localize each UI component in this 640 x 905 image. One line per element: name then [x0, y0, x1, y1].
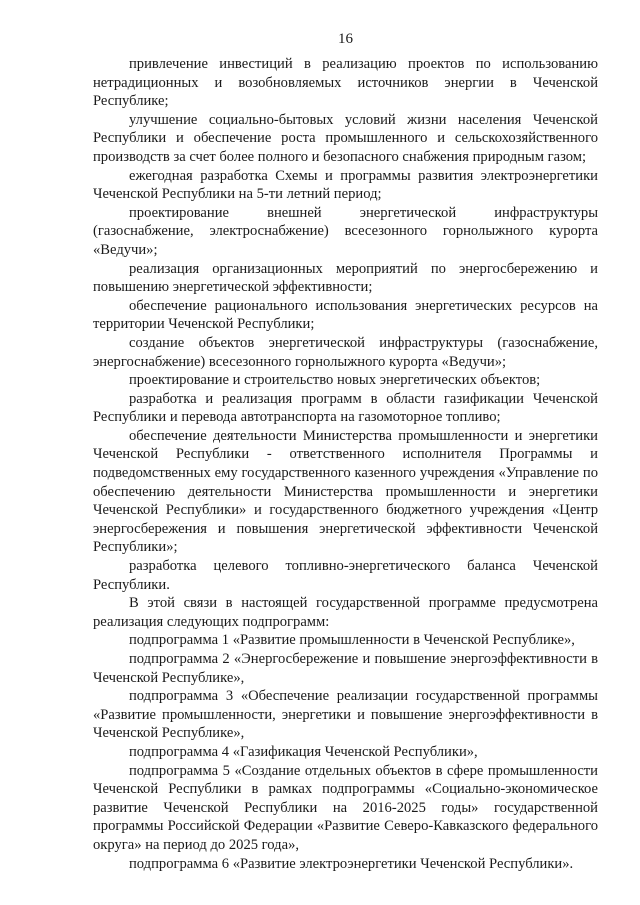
paragraph: подпрограмма 3 «Обеспечение реализации государственной программы «Развитие промышленности, энергетики и повышение энергоэффективности в Чеченской Республике», [93, 688, 598, 742]
paragraph: подпрограмма 4 «Газификация Чеченской Республики», [129, 743, 478, 760]
paragraph: разработка целевого топливно-энергетического баланса Чеченской Республики. [93, 558, 598, 593]
paragraph: привлечение инвестиций в реализацию проектов по использованию нетрадиционных и возобновляемых источников энергии в Чеченской Республике; [93, 56, 598, 110]
paragraph: подпрограмма 1 «Развитие промышленности в Чеченской Республике», [129, 632, 575, 649]
document-page [93, 30, 598, 873]
paragraph: реализация организационных мероприятий по энергосбережению и повышению энергетической эффективности; [93, 260, 598, 296]
paragraph: обеспечение деятельности Министерства промышленности и энергетики Чеченской Республики - ответственного исполнителя Программы и подведомственных ему государственного казенного учреждения «Управление по обеспечению деятельности Министерства промышленности и энергетики Чеченской Республики» и государственного бюджетного учреждения «Центр энергосбережения и повышения энергетической эффективности Чеченской Республики»; [93, 427, 598, 556]
paragraph: обеспечение рационального использования энергетических ресурсов на территории Чеченской Республики; [93, 297, 598, 333]
paragraph: подпрограмма 2 «Энергосбережение и повышение энергоэффективности в Чеченской Республике», [93, 651, 598, 686]
paragraph: ежегодная разработка Схемы и программы развития электроэнергетики Чеченской Республики на 5-ти летний период; [93, 167, 598, 203]
paragraph: подпрограмма 5 «Создание отдельных объектов в сфере промышленности Чеченской Республики в рамках подпрограммы «Социально-экономическое развитие Чеченской Республики на 2016-2025 годы» государственной программы Российской Федерации «Развитие Северо-Кавказского федерального округа» на период до 2025 года», [93, 762, 598, 853]
document-body [93, 55, 598, 873]
paragraph: улучшение социально-бытовых условий жизни населения Чеченской Республики и обеспечение роста промышленного и сельскохозяйственного производств за счет более полного и безопасного снабжения природным газом; [93, 111, 598, 165]
paragraph: проектирование и строительство новых энергетических объектов; [129, 372, 541, 389]
paragraph: проектирование внешней энергетической инфраструктуры (газоснабжение, электроснабжение) всесезонного горнолыжного курорта «Ведучи»; [93, 204, 598, 258]
paragraph: подпрограмма 6 «Развитие электроэнергетики Чеченской Республики». [129, 855, 574, 872]
paragraph: создание объектов энергетической инфраструктуры (газоснабжение, энергоснабжение) всесезонного горнолыжного курорта «Ведучи»; [93, 334, 598, 370]
paragraph: В этой связи в настоящей государственной программе предусмотрена реализация следующих подпрограмм: [93, 595, 598, 630]
paragraph: разработка и реализация программ в области газификации Чеченской Республики и перевода автотранспорта на газомоторное топливо; [93, 390, 598, 426]
page-number: 16 [338, 31, 353, 47]
